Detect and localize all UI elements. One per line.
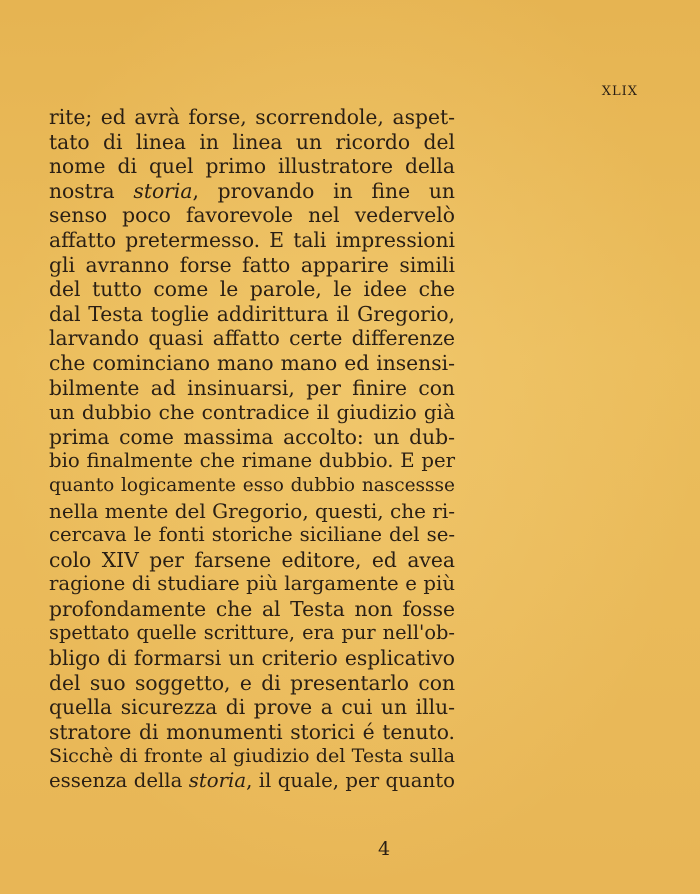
text-line	[49, 400, 455, 425]
italic-word: storia	[188, 769, 247, 793]
text-line	[49, 130, 455, 155]
text-run: del tutto come le parole, le idee che	[49, 277, 455, 302]
text-run: bligo di formarsi un criterio esplicativo	[49, 646, 455, 671]
text-line	[49, 302, 455, 327]
text-line	[49, 179, 455, 204]
text-line	[49, 449, 455, 474]
text-line	[49, 720, 455, 745]
text-run: cercava le fonti storiche siciliane del se-	[49, 523, 455, 547]
text-run: , provando in fine un	[192, 178, 455, 203]
text-run: bilmente ad insinuarsi, per finire con	[49, 375, 455, 400]
text-run: senso poco favorevole nel vedervelò	[49, 203, 455, 228]
text-line	[49, 105, 455, 130]
text-run: stratore di monumenti storici é tenuto.	[49, 719, 455, 744]
text-run: ragione di studiare più largamente e più	[49, 572, 455, 596]
text-run: profondamente che al Testa non fosse	[49, 596, 455, 621]
text-run: nostra	[49, 178, 134, 203]
text-run: colo XIV per farsene editore, ed avea	[49, 547, 455, 572]
text-line	[49, 326, 455, 351]
text-line	[49, 621, 455, 646]
text-line	[49, 769, 455, 794]
text-run: affatto pretermesso. E tali impressioni	[49, 227, 455, 252]
text-line	[49, 228, 455, 253]
text-line	[49, 425, 455, 450]
text-run: tato di linea in linea un ricordo del	[49, 129, 455, 154]
page-number: XLIX	[601, 84, 638, 99]
text-line	[49, 646, 455, 671]
text-run: rite; ed avrà forse, scorrendole, aspet-	[49, 105, 455, 129]
text-run: un dubbio che contradice il giudizio già	[49, 400, 455, 425]
text-run: , il quale, per quanto	[246, 769, 455, 793]
text-run: del suo soggetto, e di presentarlo con	[49, 670, 455, 695]
text-run: spettato quelle scritture, era pur nell'ob-	[49, 621, 455, 645]
text-run: larvando quasi affatto certe differenze	[49, 326, 455, 351]
italic-word: storia	[133, 178, 193, 203]
text-line	[49, 376, 455, 401]
text-line	[49, 499, 455, 524]
text-run: dal Testa toglie addirittura il Gregorio,	[49, 301, 455, 326]
text-line	[49, 597, 455, 622]
text-run: nella mente del Gregorio, questi, che ri-	[49, 498, 455, 523]
text-run: Sicchè di fronte al giudizio del Testa sulla	[49, 744, 455, 768]
text-line	[49, 695, 455, 720]
text-line	[49, 277, 455, 302]
text-run: che cominciano mano mano ed insensi-	[49, 350, 455, 375]
signature-mark: 4	[378, 838, 391, 860]
text-line	[49, 744, 455, 769]
text-run: quella sicurezza di prove a cui un illu-	[49, 695, 455, 720]
text-line	[49, 351, 455, 376]
text-line	[49, 671, 455, 696]
text-run: quanto logicamente esso dubbio nascessse	[49, 474, 455, 496]
text-run: prima come massima accolto: un dub-	[49, 424, 455, 449]
text-line	[49, 253, 455, 278]
text-run: nome di quel primo illustratore della	[49, 154, 455, 179]
text-line	[49, 154, 455, 179]
text-line	[49, 474, 455, 499]
text-line	[49, 203, 455, 228]
text-line	[49, 548, 455, 573]
body-text	[49, 105, 455, 794]
text-run: essenza della	[49, 769, 189, 793]
text-line	[49, 523, 455, 548]
text-run: bio finalmente che rimane dubbio. E per	[49, 449, 455, 473]
text-line	[49, 572, 455, 597]
text-run: gli avranno forse fatto apparire simili	[49, 252, 455, 277]
